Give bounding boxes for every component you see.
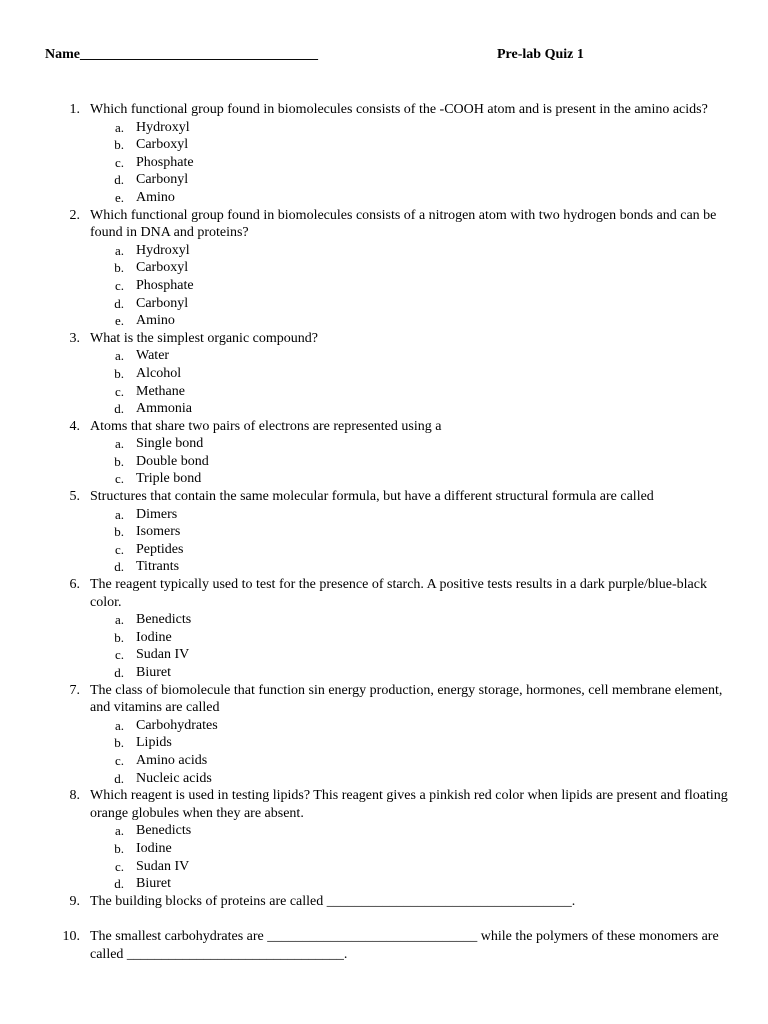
option-text: Double bond: [136, 453, 209, 469]
option-text: Phosphate: [136, 154, 194, 170]
option-text: Carboxyl: [136, 137, 189, 153]
question-number: 5.: [69, 489, 80, 505]
option-text: Hydroxyl: [136, 119, 190, 135]
answer-option: [0, 611, 728, 629]
answer-option: [0, 770, 728, 788]
answer-option: [0, 734, 728, 752]
answer-option: [0, 875, 728, 893]
question-6: [0, 576, 768, 682]
option-letter: c.: [114, 471, 124, 487]
question-text: What is the simplest organic compound?: [90, 330, 318, 346]
answer-option: [0, 506, 728, 524]
answer-option: [0, 470, 728, 488]
answer-option: [0, 189, 728, 207]
option-text: Amino acids: [136, 752, 208, 768]
question-text: The smallest carbohydrates are ______________________________ while the polymers of these monomers are called _______________________________.: [90, 928, 719, 962]
question-number: 3.: [69, 330, 80, 346]
answer-option: [0, 119, 728, 137]
option-text: Carbonyl: [136, 295, 189, 311]
question-number: 2.: [69, 207, 80, 223]
option-text: Titrants: [136, 559, 180, 575]
question-number: 1.: [69, 102, 80, 117]
option-list: [90, 435, 728, 488]
question-text: The class of biomolecule that function sin energy production, energy storage, hormones, cell membrane element, and vitamins are called: [90, 682, 723, 716]
option-letter: d.: [114, 295, 124, 311]
question-text: The reagent typically used to test for the presence of starch. A positive tests results in a dark purple/blue-black color.: [90, 577, 707, 610]
question-8: [0, 787, 768, 893]
option-text: Nucleic acids: [136, 770, 212, 786]
answer-option: [0, 629, 728, 647]
option-text: Benedicts: [136, 612, 192, 628]
option-letter: a.: [114, 506, 124, 522]
answer-option: [0, 717, 728, 735]
option-list: [90, 119, 728, 207]
option-letter: d.: [114, 172, 124, 188]
answer-option: [0, 453, 728, 471]
option-letter: a.: [114, 717, 124, 733]
answer-option: [0, 259, 728, 277]
option-text: Carboxyl: [136, 260, 189, 276]
answer-option: [0, 312, 728, 330]
option-letter: c.: [114, 154, 124, 170]
question-number: 9.: [69, 893, 80, 909]
option-list: [90, 717, 728, 787]
answer-option: [0, 365, 728, 383]
option-letter: b.: [114, 453, 124, 469]
option-letter: b.: [114, 840, 124, 856]
question-3: [0, 330, 768, 418]
option-text: Ammonia: [136, 401, 192, 417]
option-letter: c.: [114, 541, 124, 557]
question-text: Which functional group found in biomolecules consists of the -COOH atom and is present in the amino acids?: [90, 102, 708, 117]
name-field-label: Name__________________________________: [45, 47, 318, 62]
option-text: Biuret: [136, 665, 171, 680]
option-text: Iodine: [136, 840, 172, 856]
option-letter: a.: [114, 119, 124, 135]
quiz-header: [45, 46, 768, 64]
answer-option: [0, 858, 728, 876]
option-text: Biuret: [136, 876, 171, 892]
option-letter: d.: [114, 559, 124, 575]
option-letter: e.: [114, 313, 124, 329]
page-title: Pre-lab Quiz 1: [497, 47, 584, 62]
option-text: Benedicts: [136, 823, 192, 839]
option-letter: a.: [114, 348, 124, 364]
option-text: Methane: [136, 383, 185, 399]
option-text: Iodine: [136, 629, 172, 645]
question-text: Which reagent is used in testing lipids? This reagent gives a pinkish red color when lipids are present and floating orange globules when they are absent.: [90, 788, 728, 821]
option-text: Single bond: [136, 436, 204, 452]
option-list: [90, 822, 728, 892]
answer-option: [0, 840, 728, 858]
option-text: Sudan IV: [136, 858, 190, 874]
answer-option: [0, 752, 728, 770]
question-2: [0, 207, 768, 330]
answer-option: [0, 154, 728, 172]
option-text: Isomers: [136, 524, 181, 540]
option-letter: b.: [114, 365, 124, 381]
question-4: [0, 418, 768, 488]
question-5: [0, 488, 768, 576]
option-text: Triple bond: [136, 471, 202, 487]
answer-option: [0, 664, 728, 682]
option-letter: c.: [114, 647, 124, 663]
answer-option: [0, 136, 728, 154]
answer-option: [0, 242, 728, 260]
option-text: Carbohydrates: [136, 717, 218, 733]
question-9: [0, 893, 768, 911]
option-letter: c.: [114, 277, 124, 293]
option-text: Phosphate: [136, 277, 194, 293]
option-letter: d.: [114, 770, 124, 786]
question-text: Structures that contain the same molecular formula, but have a different structural formula are called: [90, 489, 654, 505]
option-letter: a.: [114, 823, 124, 839]
option-text: Alcohol: [136, 365, 182, 381]
option-text: Lipids: [136, 735, 172, 751]
option-text: Water: [136, 348, 170, 364]
option-letter: b.: [114, 629, 124, 645]
option-list: [90, 347, 728, 417]
answer-option: [0, 347, 728, 365]
option-letter: b.: [114, 524, 124, 540]
option-list: [90, 506, 728, 576]
blank-line: [0, 910, 768, 928]
option-text: Sudan IV: [136, 647, 190, 663]
answer-option: [0, 383, 728, 401]
option-letter: b.: [114, 137, 124, 153]
option-letter: b.: [114, 735, 124, 751]
question-number: 4.: [69, 418, 80, 434]
option-letter: d.: [114, 665, 124, 680]
question-text: Which functional group found in biomolecules consists of a nitrogen atom with two hydrogen bonds and can be found in DNA and proteins?: [90, 207, 717, 241]
question-1: [0, 101, 768, 207]
option-text: Carbonyl: [136, 172, 189, 188]
option-text: Dimers: [136, 506, 178, 522]
question-text: Atoms that share two pairs of electrons are represented using a: [90, 418, 442, 434]
question-text: The building blocks of proteins are called ___________________________________.: [90, 893, 576, 909]
answer-option: [0, 558, 728, 576]
answer-option: [0, 400, 728, 418]
answer-option: [0, 541, 728, 559]
option-letter: e.: [114, 189, 124, 205]
option-letter: c.: [114, 858, 124, 874]
option-list: [90, 242, 728, 330]
option-text: Amino: [136, 313, 175, 329]
option-text: Hydroxyl: [136, 242, 190, 258]
question-7: [0, 682, 768, 788]
question-10: [0, 928, 768, 963]
answer-option: [0, 295, 728, 313]
answer-option: [0, 277, 728, 295]
option-letter: c.: [114, 752, 124, 768]
option-text: Peptides: [136, 541, 184, 557]
option-letter: d.: [114, 401, 124, 417]
answer-option: [0, 435, 728, 453]
answer-option: [0, 646, 728, 664]
question-number: 8.: [69, 788, 80, 804]
option-letter: a.: [114, 242, 124, 258]
option-letter: a.: [114, 436, 124, 452]
option-letter: d.: [114, 876, 124, 892]
question-number: 6.: [69, 577, 80, 593]
question-number: 10.: [62, 928, 80, 944]
answer-option: [0, 822, 728, 840]
question-number: 7.: [69, 682, 80, 698]
answer-option: [0, 171, 728, 189]
question-list: [0, 101, 768, 963]
option-letter: a.: [114, 612, 124, 628]
option-letter: c.: [114, 383, 124, 399]
option-letter: b.: [114, 260, 124, 276]
option-text: Amino: [136, 189, 175, 205]
answer-option: [0, 523, 728, 541]
option-list: [90, 611, 728, 681]
